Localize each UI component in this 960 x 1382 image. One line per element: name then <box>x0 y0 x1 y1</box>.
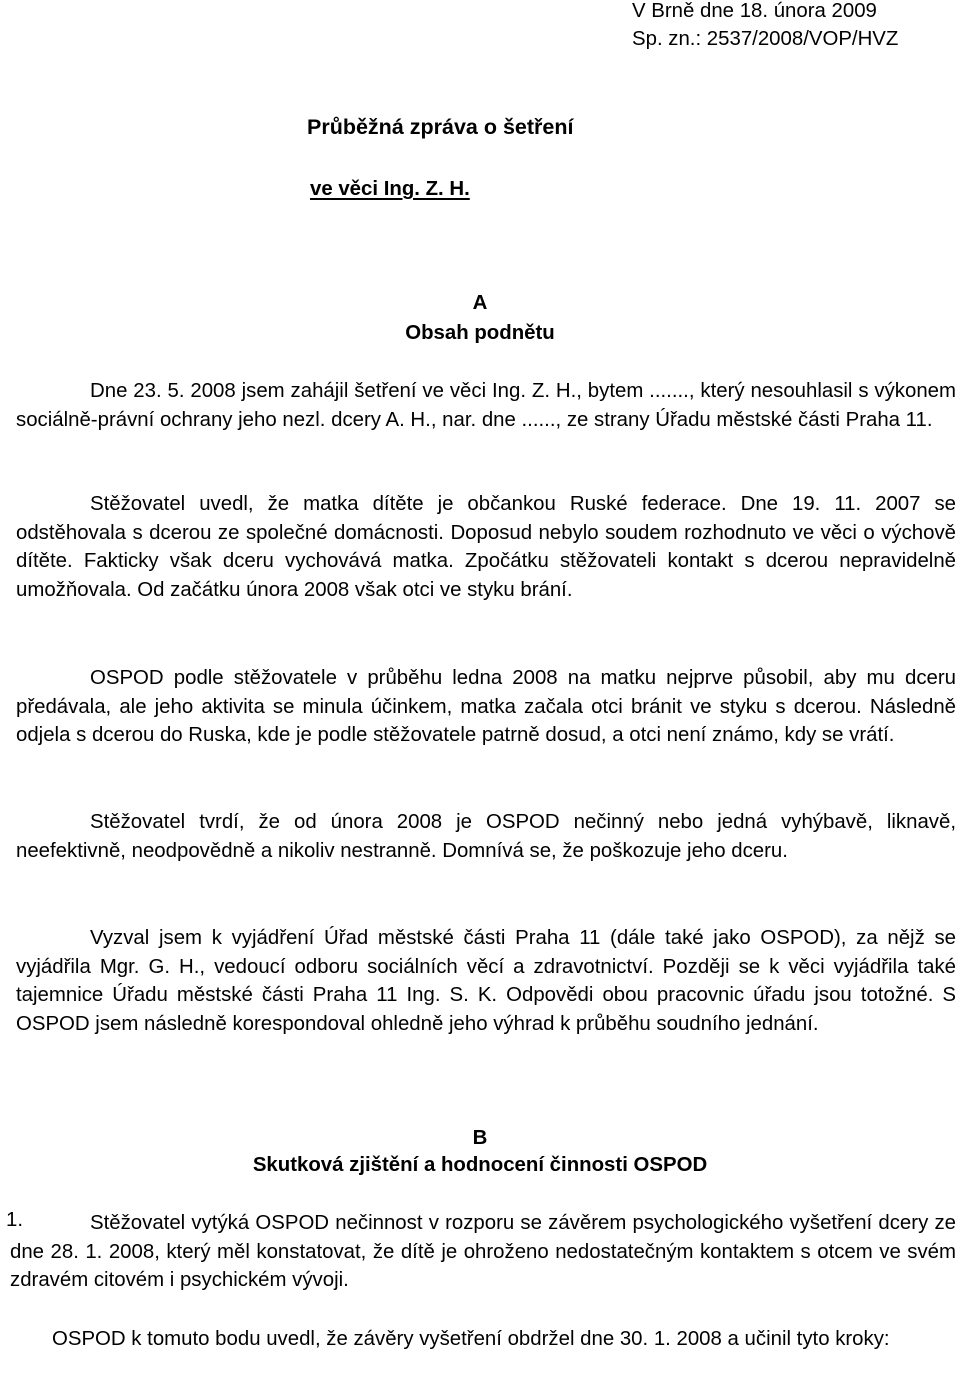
reference-number: Sp. zn.: 2537/2008/VOP/HVZ <box>632 28 899 50</box>
document-subtitle: ve věci Ing. Z. H. <box>310 178 470 200</box>
paragraph-4: Stěžovatel tvrdí, že od února 2008 je OSPOD nečinný nebo jedná vyhýbavě, liknavě, neefektivně, neodpovědně a nikoliv nestranně. Domnívá se, že poškozuje jeho dceru. <box>16 811 956 862</box>
document-date: V Brně dne 18. února 2009 <box>632 0 877 22</box>
section-b-heading: Skutková zjištění a hodnocení činnosti OSPOD <box>252 1154 708 1176</box>
section-a-heading: Obsah podnětu <box>405 322 555 344</box>
list-item-number: 1. <box>6 1209 24 1231</box>
paragraph-6: OSPOD k tomuto bodu uvedl, že závěry vyšetření obdržel dne 30. 1. 2008 a učinil tyto kroky: <box>52 1328 890 1350</box>
paragraph-2: Stěžovatel uvedl, že matka dítěte je občankou Ruské federace. Dne 19. 11. 2007 se odstěhovala s dcerou ze společné domácnosti. Doposud nebylo soudem rozhodnuto ve věci o výchově dítěte. Fakticky však dceru vychovává matka. Zpočátku stěžovateli kontakt s dcerou nepravidelně umožňovala. Od začátku února 2008 však otci ve styku brání. <box>16 493 956 601</box>
list-item-text <box>10 1209 956 1295</box>
paragraph-1: Dne 23. 5. 2008 jsem zahájil šetření ve věci Ing. Z. H., bytem ......., který nesouhlasil s výkonem sociálně-právní ochrany jeho nezl. dcery A. H., nar. dne ......, ze strany Úřadu městské části Praha 11. <box>16 380 956 431</box>
paragraph-3: OSPOD podle stěžovatele v průběhu ledna 2008 na matku nejprve působil, aby mu dceru předávala, ale jeho aktivita se minula účinkem, matka začala otci bránit ve styku s dcerou. Následně odjela s dcerou do Ruska, kde je podle stěžovatele patrně dosud, a otci není známo, kdy se vrátí. <box>16 667 956 746</box>
paragraph-5: Vyzval jsem k vyjádření Úřad městské části Praha 11 (dále také jako OSPOD), za nějž se vyjádřila Mgr. G. H., vedoucí odboru sociálních věcí a zdravotnictví. Později se k věci vyjádřila také tajemnice Úřadu městské části Praha 11 Ing. S. K. Odpovědi obou pracovnic úřadu jsou totožné. S OSPOD jsem následně korespondoval ohledně jeho výhrad k průběhu soudního jednání. <box>16 927 956 1035</box>
section-a-letter: A <box>472 292 488 314</box>
section-b-letter: B <box>472 1127 488 1149</box>
document-title: Průběžná zpráva o šetření <box>307 115 574 139</box>
list-item-body: Stěžovatel vytýká OSPOD nečinnost v rozporu se závěrem psychologického vyšetření dcery ze dne 28. 1. 2008, který měl konstatovat, že dítě je ohroženo nedostatečným kontaktem s otcem ve svém zdravém citovém i psychickém vývoji. <box>10 1212 956 1291</box>
